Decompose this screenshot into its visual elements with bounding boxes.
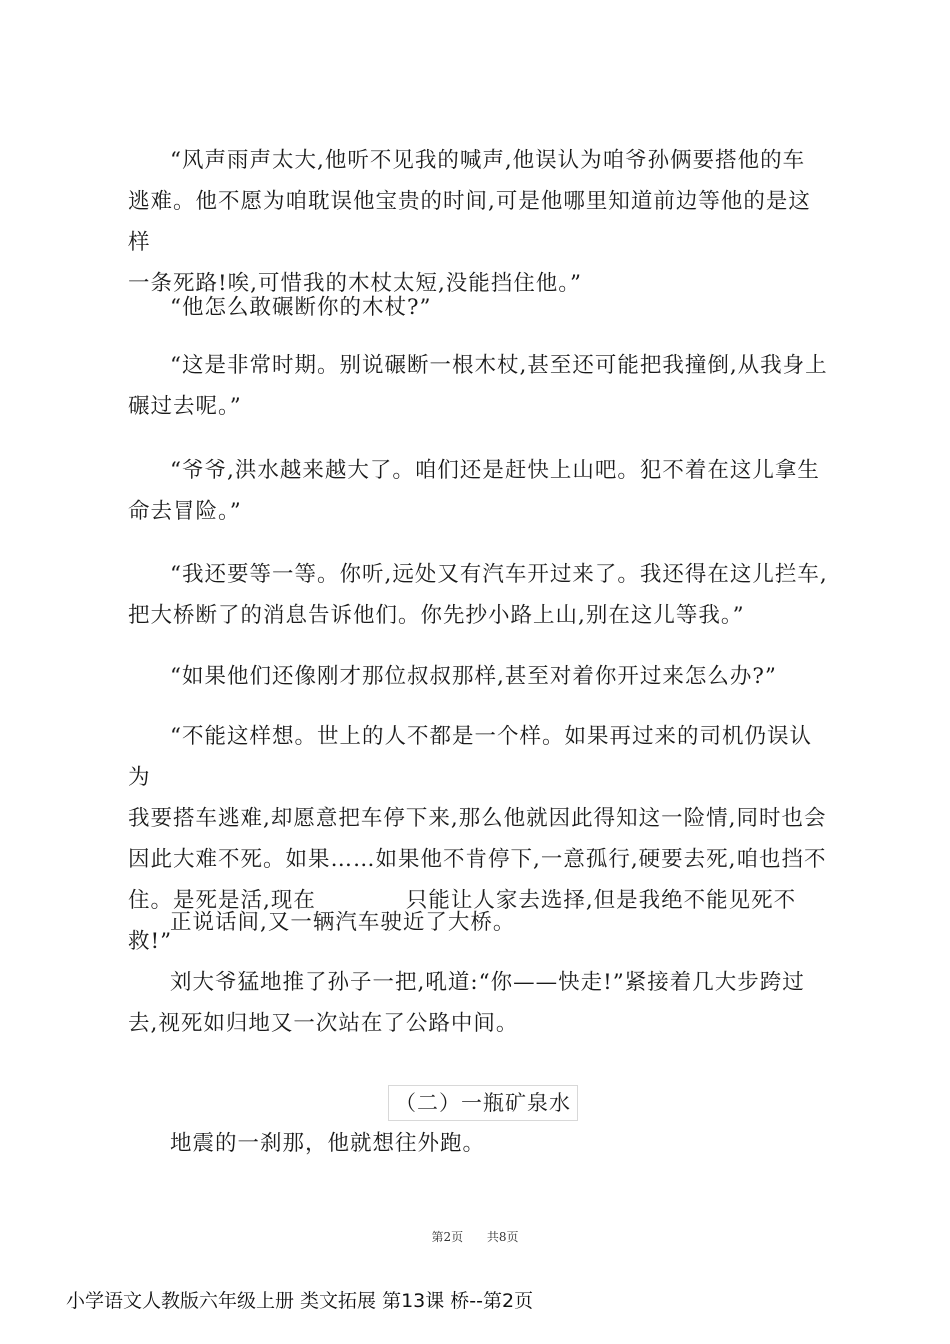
text-line: “如果他们还像刚才那位叔叔那样,甚至对着你开过来怎么办?” xyxy=(170,664,777,689)
text-line: “风声雨声太大,他听不见我的喊声,他误认为咱爷孙俩要搭他的车 xyxy=(170,148,806,173)
section-first-paragraph xyxy=(128,1123,832,1164)
paragraph-6 xyxy=(128,656,832,697)
paragraph-9 xyxy=(128,962,832,1044)
text-line: 住。是死是活,现在 只能让人家去选择,但是我绝不能见死不救!” xyxy=(128,888,797,954)
text-line: 我要搭车逃难,却愿意把车停下来,那么他就因此得知这一险情,同时也会 xyxy=(128,806,827,831)
text-line: “爷爷,洪水越来越大了。咱们还是赶快上山吧。犯不着在这儿拿生 xyxy=(170,458,820,483)
text-line: 去,视死如归地又一次站在了公路中间。 xyxy=(128,1011,519,1036)
text-line: 命去冒险。” xyxy=(128,499,242,524)
page-current: 第2页 xyxy=(431,1230,464,1244)
document-caption: 小学语文人教版六年级上册 类文拓展 第13课 桥--第2页 xyxy=(66,1290,534,1312)
text-line: “不能这样想。世上的人不都是一个样。如果再过来的司机仍误认为 xyxy=(128,724,812,790)
paragraph-2 xyxy=(128,287,832,328)
text-line: “这是非常时期。别说碾断一根木杖,甚至还可能把我撞倒,从我身上 xyxy=(170,353,828,378)
page-total: 共8页 xyxy=(486,1230,519,1244)
paragraph-1 xyxy=(128,140,832,304)
text-line: 正说话间,又一辆汽车驶近了大桥。 xyxy=(170,910,516,935)
text-line: 因此大难不死。如果……如果他不肯停下,一意孤行,硬要去死,咱也挡不 xyxy=(128,847,827,872)
text-line: 逃难。他不愿为咱耽误他宝贵的时间,可是他哪里知道前边等他的是这样 xyxy=(128,189,811,255)
paragraph-4 xyxy=(128,450,832,532)
paragraph-8 xyxy=(128,902,832,943)
page-number-footer xyxy=(0,1228,950,1245)
text-line: 把大桥断了的消息告诉他们。你先抄小路上山,别在这儿等我。” xyxy=(128,603,745,628)
text-line: “他怎么敢碾断你的木杖?” xyxy=(170,295,432,320)
text-line: 碾过去呢。” xyxy=(128,394,242,419)
text-line: 地震的一刹那，他就想往外跑。 xyxy=(170,1131,486,1156)
text-line: “我还要等一等。你听,远处又有汽车开过来了。我还得在这儿拦车, xyxy=(170,562,828,587)
paragraph-5 xyxy=(128,554,832,636)
text-line: 刘大爷猛地推了孙子一把,吼道:“你——快走!”紧接着几大步跨过 xyxy=(170,970,805,995)
paragraph-3 xyxy=(128,345,832,427)
text-line: 一条死路!唉,可惜我的木杖太短,没能挡住他。” xyxy=(128,271,583,296)
section-title: （二）一瓶矿泉水 xyxy=(388,1085,578,1121)
